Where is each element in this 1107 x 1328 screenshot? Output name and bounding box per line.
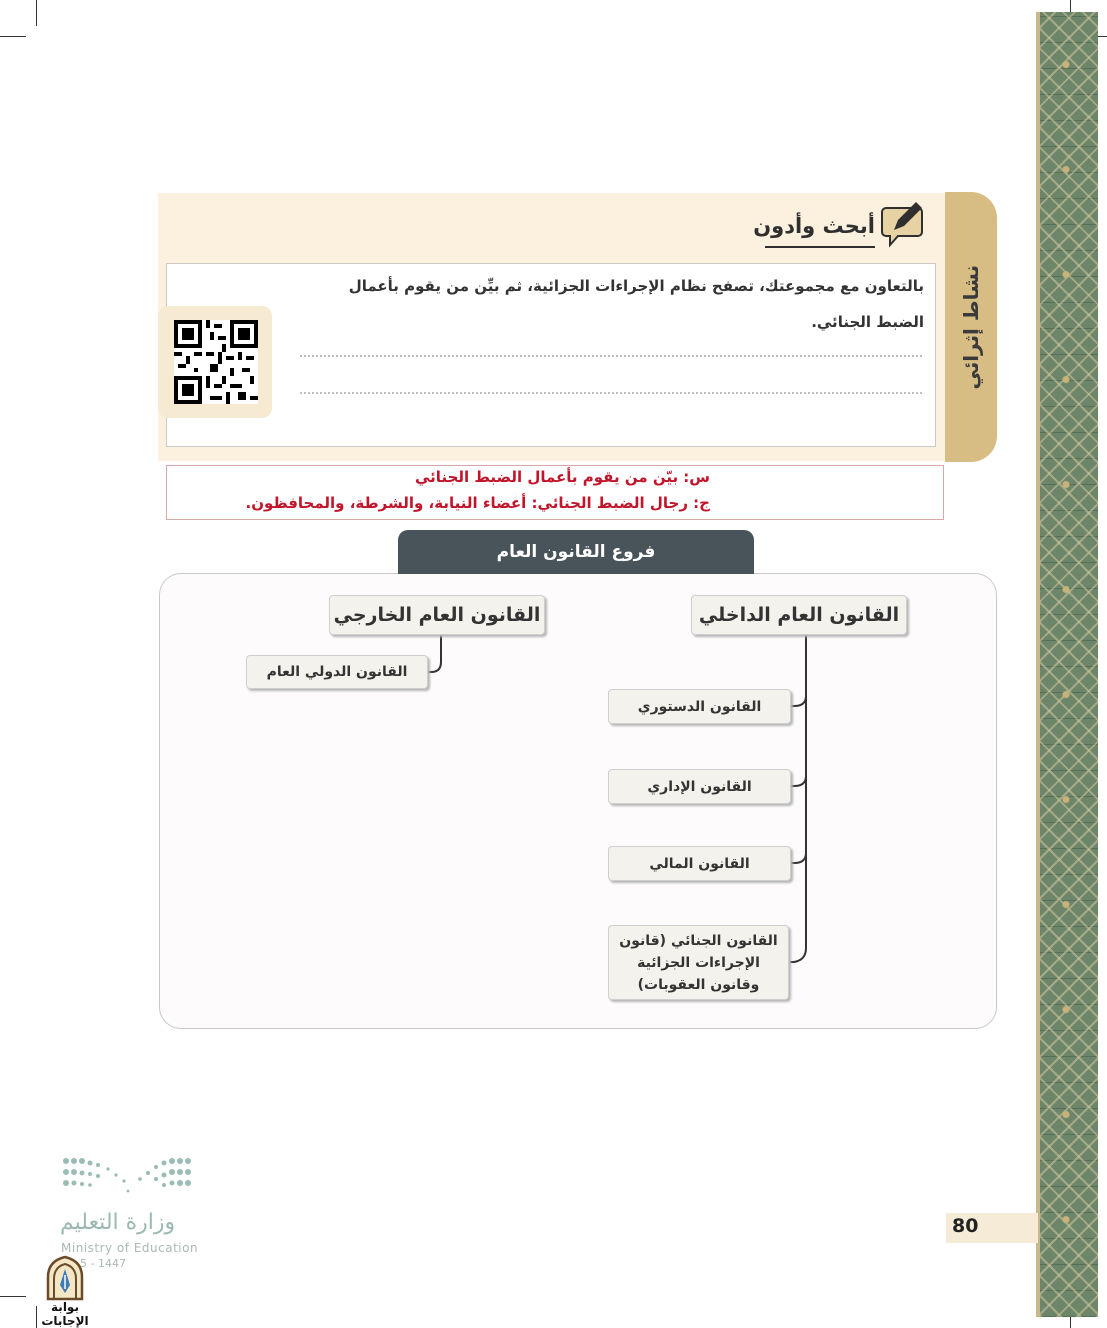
- node-constitutional-law: القانون الدستوري: [608, 689, 791, 724]
- ministry-name-en: Ministry of Education: [61, 1241, 199, 1255]
- ministry-dots-logo-icon: [62, 1155, 197, 1197]
- activity-question: بالتعاون مع مجموعتك، تصفح نظام الإجراءات الجزائية، ثم بيِّن من يقوم بأعمال الضبط الجنائي.: [348, 277, 924, 331]
- node-administrative-law: القانون الإداري: [608, 769, 791, 804]
- portal-logo-icon: [44, 1255, 86, 1301]
- node-internal-law: القانون العام الداخلي: [691, 595, 907, 635]
- answer-reply: ج: رجال الضبط الجنائي: أعضاء النيابة، والشرطة، والمحافظون.: [245, 494, 710, 512]
- activity-tab-label: نشاط إثرائي: [959, 264, 983, 390]
- answer-question: س: بيّن من يقوم بأعمال الضبط الجنائي: [415, 468, 710, 486]
- node-financial-law: القانون المالي: [608, 846, 791, 881]
- node-external-law: القانون العام الخارجي: [329, 595, 545, 635]
- portal-name: بوابة الإجابات: [41, 1300, 89, 1328]
- activity-title: أبحث وأدون: [753, 214, 875, 238]
- page-number: 80: [952, 1215, 979, 1237]
- diagram-title: فروع القانون العام: [398, 530, 754, 574]
- ministry-name-ar: وزارة التعليم: [60, 1210, 176, 1235]
- node-international-law: القانون الدولي العام: [246, 655, 428, 689]
- node-criminal-law: القانون الجنائي (قانون الإجراءات الجزائية وقانون العقوبات): [608, 925, 789, 1000]
- edition-year: 5 - 1447: [80, 1257, 126, 1270]
